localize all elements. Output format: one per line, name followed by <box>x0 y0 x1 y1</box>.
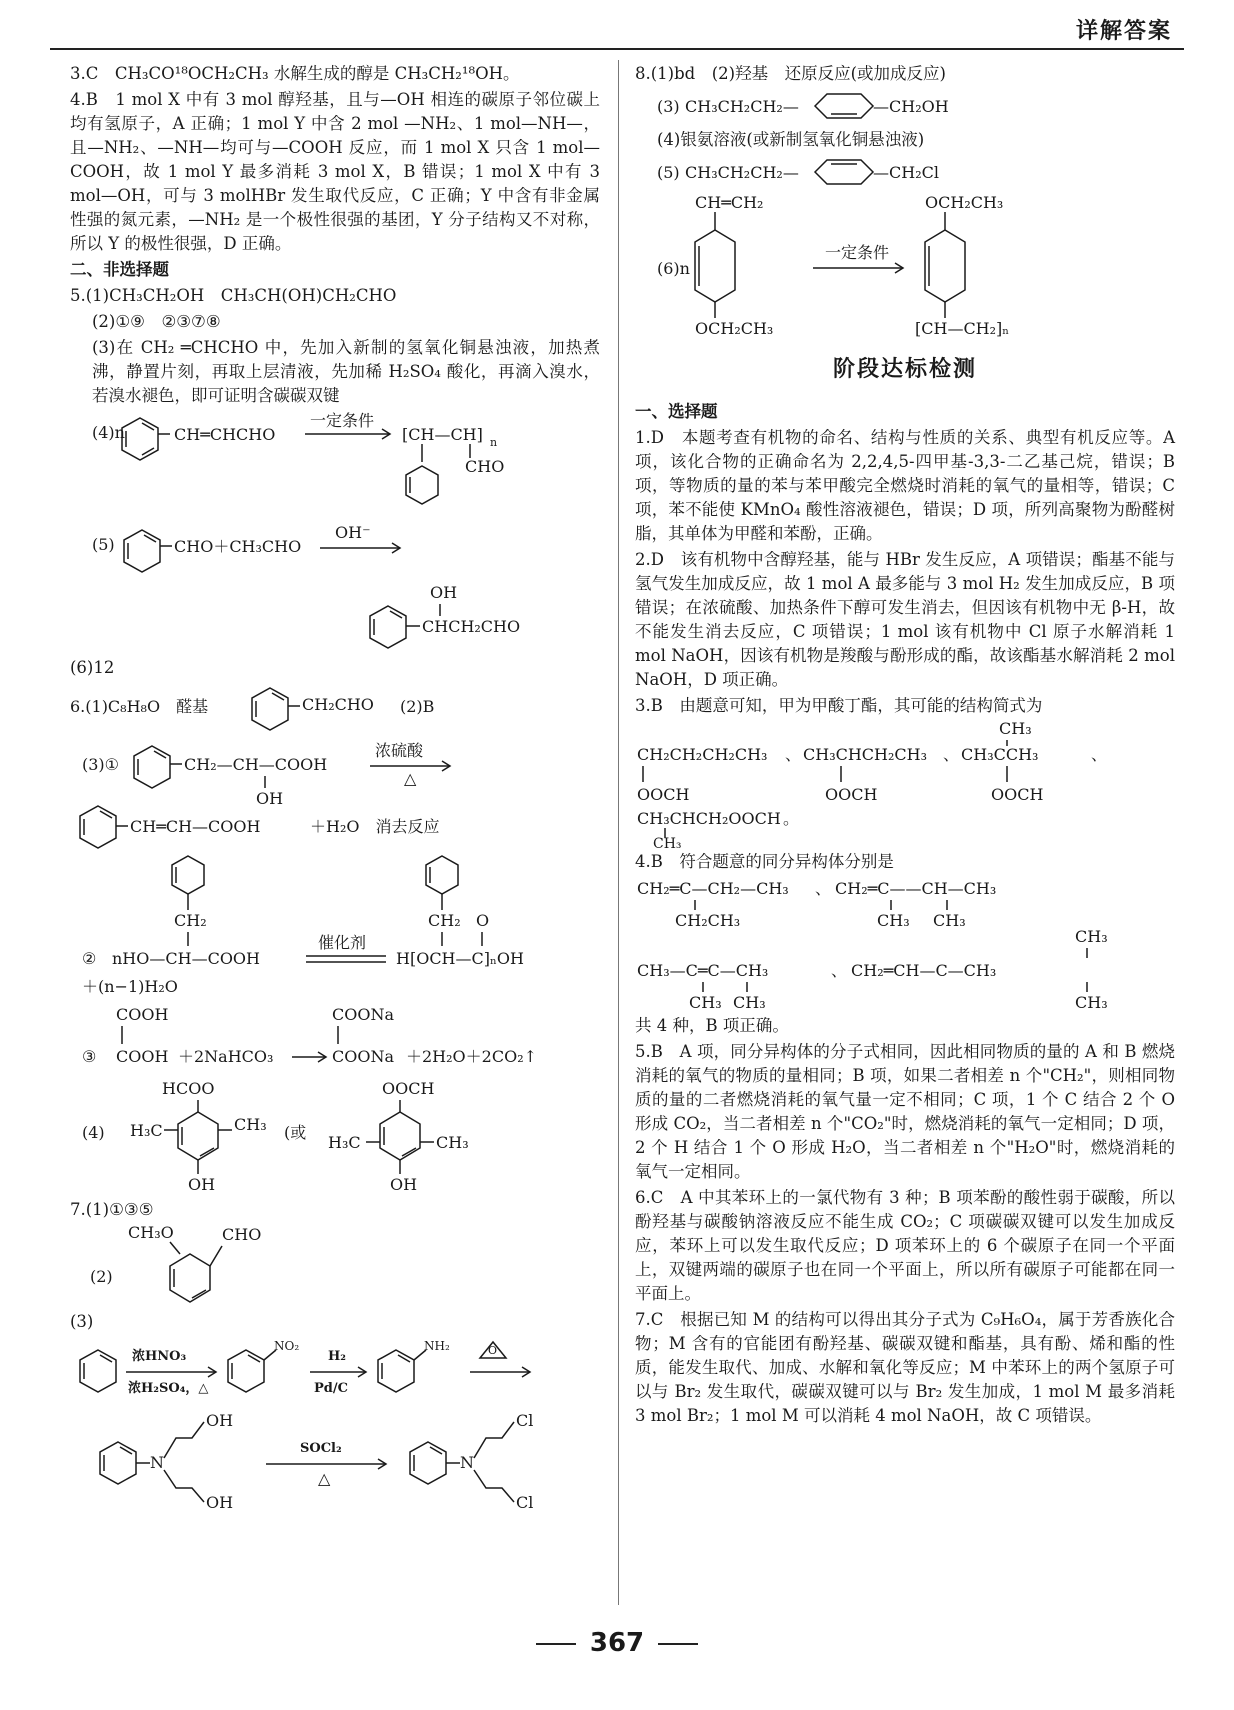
reaction-5-4 <box>70 410 600 518</box>
nitrogen: N <box>150 1453 164 1472</box>
isomer-3-methyl: CH₃ <box>999 720 1032 738</box>
benzene-ring-icon <box>370 606 406 648</box>
stage-test-title: 阶段达标检测 <box>832 357 977 382</box>
answer-7-1: 7.(1)①③⑤ <box>70 1200 154 1219</box>
hydroxyl-bottom: OH <box>206 1493 234 1512</box>
carbonyl-o: O <box>476 911 490 930</box>
section-heading-choice: 一、选择题 <box>635 402 718 421</box>
synthesis-7-3-step1 <box>70 1336 600 1406</box>
test-answer-3: 3.B 由题意可知，甲为甲酸丁酯，其可能的结构简式为 <box>635 696 1043 715</box>
product-chain: CHCH₂CHO <box>422 617 521 636</box>
product: CH═CH—COOH <box>130 817 261 836</box>
propyl: CH₃CH₂CH₂— <box>685 163 799 182</box>
alkene-4-methyl-bottom: CH₃ <box>1075 993 1108 1012</box>
vinyl: CH═CH₂ <box>695 194 764 212</box>
ethoxy-top: OCH₂CH₃ <box>925 194 1004 212</box>
reaction-6-3-1 <box>70 734 600 850</box>
benzene-ring-icon <box>252 688 288 730</box>
alkene-3-branch-1: CH₃ <box>689 993 722 1012</box>
answer-7-2 <box>70 1224 600 1308</box>
condition-3-top: SOCl₂ <box>300 1441 342 1456</box>
answer-8-5 <box>635 154 1175 192</box>
test-answer-7: 7.C 根据已知 M 的结构可以得出其分子式为 C₉H₆O₄，属于芳香族化合物；M 含有的官能团有酚羟基、碳碳双键和酯基，具有酚、烯和酯的性质，能发生取代、加成、水解和氧化等反应；M 中苯环上的两个氢原子可以与 Br₂ 发生取代，碳碳双键可以与 Br₂ 发生加成，1 mol M 最多消耗 3 mol Br₂；1 mol M 可以消耗 4 mol NaOH，故 C 项错误。 <box>635 1310 1175 1425</box>
benzene-ring-icon <box>426 856 458 894</box>
page-number-value: 367 <box>589 1628 645 1658</box>
condition: 一定条件 <box>310 411 375 430</box>
benzene-ring-icon <box>378 1350 414 1392</box>
reaction-6-3-3 <box>70 1002 600 1076</box>
test-answer-1: 1.D 本题考查有机物的命名、结构与性质的关系、典型有机反应等。A 项，该化合物的正确命名为 2,2,4,5-四甲基-3,3-二乙基己烷，错误；B 项，等物质的量的苯与苯甲酸完全燃烧时消耗的氧气的量相等，错误；C 项，苯不能使 KMnO₄ 酸性溶液褪色，错误；D 项，所列高聚物为酚醛树脂，其单体为甲醛和苯酚，正确。 <box>635 428 1175 543</box>
methyl-left: H₃C <box>130 1121 163 1140</box>
condition-3-bottom: △ <box>318 1469 331 1488</box>
answer-label: (2) <box>90 1267 113 1286</box>
test-answer-6: 6.C A 中其苯环上的一氯代物有 3 种；B 项苯酚的酸性弱于碳酸，所以酚羟基与碳酸钠溶液反应不能生成 CO₂；C 项碳碳双键可以发生加成反应，苯环上可以发生取代反应；D 项苯环上的 6 个碳原子在同一个平面上，双键两端的碳原子也在同一个平面上，所以所有碳原子可能都在同一平面上。 <box>635 1188 1175 1303</box>
benzene-ring-icon <box>410 1442 446 1484</box>
group: CH₂CHO <box>302 695 374 714</box>
methyl-left-alt: H₃C <box>328 1133 361 1152</box>
isomer-2-ester: OOCH <box>825 785 878 804</box>
condition-bottom: △ <box>404 769 417 788</box>
reaction-label: (4)n <box>92 423 125 442</box>
amino-group: NH₂ <box>424 1339 450 1353</box>
acid-bottom: COOH <box>116 1047 169 1066</box>
condition: OH⁻ <box>335 523 371 542</box>
answer-8-1: 8.(1)bd (2)羟基 还原反应(或加成反应) <box>635 64 946 83</box>
hydroxyl: OH <box>256 789 284 808</box>
test-4-structures <box>635 876 1175 1012</box>
methyl-right-alt: CH₃ <box>436 1133 469 1152</box>
salt-bottom: COONa <box>332 1047 395 1066</box>
alkene-1-branch: CH₂CH₃ <box>675 911 741 930</box>
answer-label: (6)n <box>657 259 690 278</box>
test-answer-5: 5.B A 项，同分异构体的分子式相同，因此相同物质的量的 A 和 B 燃烧消耗的氧气的物质的量相同；B 项，如果二者相差 n 个"CH₂"，则相同物质的量的二者燃烧消耗的氧气量一定不相同；C 项，1 个 C 结合 2 个 O 形成 CO₂，当二者相差 n 个"CO₂"时，燃烧消耗的氧气一定相同；D 项，2 个 H 结合 1 个 O 形成 H₂O，当二者相差 n 个"H₂O"时，燃烧消耗的氧气一定相同。 <box>635 1042 1175 1181</box>
propyl: CH₃CH₂CH₂— <box>685 97 799 116</box>
benzene-ring-icon <box>170 1254 210 1302</box>
chloromethyl: —CH₂Cl <box>873 163 939 182</box>
answer-6-4 <box>70 1078 600 1196</box>
column-divider <box>618 60 619 1605</box>
or-label: (或 <box>284 1123 307 1142</box>
alkene-4-methyl-top: CH₃ <box>1075 927 1108 946</box>
answer-5-1: 5.(1)CH₃CH₂OH CH₃CH(OH)CH₂CHO <box>70 286 397 305</box>
separator: 、 <box>943 745 960 764</box>
isomer-4: CH₃CHCH₂OOCH <box>637 809 781 828</box>
alkene-3: CH₃—C═C—CH₃ <box>637 961 769 980</box>
isomer-2: CH₃CHCH₂CH₃ <box>803 745 928 764</box>
condition-top: 浓硫酸 <box>375 741 424 760</box>
reactant: CH₂—CH—COOH <box>184 755 328 774</box>
chloro-top: Cl <box>516 1411 534 1430</box>
reaction-5-5 <box>70 520 600 652</box>
reactant: nHO—CH—COOH <box>112 949 260 968</box>
page-number-dash-left <box>536 1643 576 1645</box>
hydroxymethyl: —CH₂OH <box>873 97 949 116</box>
header-label: 详解答案 <box>1075 19 1172 44</box>
condition: 一定条件 <box>825 243 890 262</box>
section-heading-nonchoice: 二、非选择题 <box>70 260 169 279</box>
alkene-4: CH₂═CH—C—CH₃ <box>851 961 997 980</box>
formate-group-alt: OOCH <box>382 1079 435 1098</box>
right-column <box>635 62 1175 1430</box>
condition-1-top: 浓HNO₃ <box>132 1349 187 1364</box>
page-number-dash-right <box>658 1643 698 1645</box>
methyl-right: CH₃ <box>234 1115 267 1134</box>
benzene-ring-icon <box>172 856 204 894</box>
alkene-2-branch-2: CH₃ <box>933 911 966 930</box>
page-number <box>0 1628 1234 1658</box>
hydroxyl-top: OH <box>206 1411 234 1430</box>
hydroxyl-alt: OH <box>390 1175 418 1194</box>
header-rule <box>50 48 1184 50</box>
water-term: ＋(n−1)H₂O <box>82 977 178 996</box>
answer-6-1 <box>70 682 600 732</box>
product-subscript: n <box>490 436 498 449</box>
polymer-backbone: [CH—CH₂]ₙ <box>915 319 1010 338</box>
ch2-label: CH₂ <box>174 911 207 930</box>
test-3-structures <box>635 720 1175 848</box>
condition-1-bottom: 浓H₂SO₄，△ <box>128 1381 209 1396</box>
epoxide-oxygen: O <box>488 1344 498 1357</box>
reaction-6-3-2 <box>70 852 600 1000</box>
condition-2-bottom: Pd/C <box>314 1381 348 1396</box>
benzene-ring-icon <box>695 230 735 302</box>
benzene-ring-icon <box>406 466 438 504</box>
answer-3: 3.C CH₃CO¹⁸OCH₂CH₃ 水解生成的醇是 CH₃CH₂¹⁸OH。 <box>70 64 520 83</box>
answer-label: (4) <box>82 1123 105 1142</box>
product-chain: [CH—CH] <box>402 425 483 444</box>
condition-2-top: H₂ <box>328 1349 346 1364</box>
answer-8-3 <box>635 88 1175 126</box>
separator: 、 <box>785 745 802 764</box>
reaction-label: (3)① <box>82 755 120 774</box>
isomer-3-ester: OOCH <box>991 785 1044 804</box>
acid-top: COOH <box>116 1005 169 1024</box>
synthesis-7-3-step2 <box>70 1408 600 1512</box>
product: H[OCH—C]ₙOH <box>396 949 524 968</box>
alkene-2-branch-1: CH₃ <box>877 911 910 930</box>
salt-top: COONa <box>332 1005 395 1024</box>
condition: 催化剂 <box>318 933 367 952</box>
ethoxy-bottom: OCH₂CH₃ <box>695 319 774 338</box>
end-mark: 。 <box>783 809 800 828</box>
benzene-ring-icon <box>178 1112 218 1160</box>
isomer-1-ester: OOCH <box>637 785 690 804</box>
benzene-ring-icon <box>80 806 116 848</box>
answer-7-3-label: (3) <box>70 1312 94 1331</box>
hydroxyl: OH <box>188 1175 216 1194</box>
alkene-3-branch-2: CH₃ <box>733 993 766 1012</box>
tail: ＋2H₂O＋2CO₂↑ <box>406 1047 538 1066</box>
reaction-label: ② <box>82 949 97 968</box>
answer-label: (5) <box>657 163 680 182</box>
left-column <box>70 62 600 1514</box>
benzene-ring-icon <box>925 230 965 302</box>
reactants: CHO＋CH₃CHO <box>174 537 302 556</box>
answer-6-2: (2)B <box>400 697 435 716</box>
benzene-ring-icon <box>228 1350 264 1392</box>
answer-4: 4.B 1 mol X 中有 3 mol 醇羟基，且与—OH 相连的碳原子邻位碳上均有氢原子，A 正确；1 mol Y 中含 2 mol —NH₂、1 mol—NH—，且—NH₂、—NH—均可与—COOH 反应，而 1 mol X 只含 1 mol—COOH，故 1 mol Y 最多消耗 3 mol X，B 错误；1 mol X 中有 3 mol—OH，可与 3 molHBr 发生取代反应，C 正确；Y 中含有非金属性强的氮元素，—NH₂ 是一个极性很强的基团，Y 分子结构又不对称，所以 Y 的极性很强，D 正确。 <box>70 90 600 253</box>
answer-5-6: (6)12 <box>70 658 115 677</box>
separator: 、 <box>815 879 832 898</box>
benzene-ring-icon <box>100 1442 136 1484</box>
isomer-1: CH₂CH₂CH₂CH₃ <box>637 745 768 764</box>
nitro-group: NO₂ <box>274 1339 300 1353</box>
methoxy: CH₃O <box>128 1224 174 1242</box>
benzene-ring-icon <box>134 746 170 788</box>
answer-5-3: (3)在 CH₂ ═CHCHO 中，先加入新制的氢氧化铜悬浊液，加热煮沸，静置片刻，再取上层清液，先加稀 H₂SO₄ 酸化，再滴入溴水，若溴水褪色，即可证明含碳碳双键 <box>92 338 600 405</box>
benzene-ring-icon <box>380 1112 420 1160</box>
chloro-bottom: Cl <box>516 1493 534 1512</box>
isomer-4-methyl: CH₃ <box>653 836 682 848</box>
alkene-2: CH₂═C——CH—CH₃ <box>835 879 997 898</box>
answer-8-4: (4)银氨溶液(或新制氢氧化铜悬浊液) <box>657 130 925 149</box>
nitrogen: N <box>460 1453 474 1472</box>
test-answer-2: 2.D 该有机物中含醇羟基，能与 HBr 发生反应，A 项错误；酯基不能与氢气发生加成反应，故 1 mol A 最多能与 3 mol H₂ 发生加成反应，B 项错误；在浓硫酸、加热条件下醇可发生消去，但因该有机物中无 β-H，故不能发生消去反应，C 项错误；1 mol 该有机物中 Cl 原子水解消耗 1 mol NaOH，因该有机物是羧酸与酚形成的酯，故该酯基水解消耗 2 mol NaOH，D 项正确。 <box>635 550 1175 689</box>
benzene-ring-icon <box>80 1350 116 1392</box>
separator: 、 <box>1091 745 1108 764</box>
test-answer-4: 4.B 符合题意的同分异构体分别是 <box>635 852 894 871</box>
reagent: ＋2NaHCO₃ <box>178 1047 274 1066</box>
ch2-label: CH₂ <box>428 911 461 930</box>
reactant: CH═CHCHO <box>174 425 276 444</box>
formate-group: HCOO <box>162 1079 215 1098</box>
separator: 、 <box>831 961 848 980</box>
alkene-1: CH₂═C—CH₂—CH₃ <box>637 879 789 898</box>
answer-5-2: (2)①⑨ ②③⑦⑧ <box>92 312 221 331</box>
formula-label: 6.(1)C₈H₈O 醛基 <box>70 697 209 716</box>
product-oh: OH <box>430 583 458 602</box>
benzene-ring-icon <box>124 530 160 572</box>
product-cho: CHO <box>465 457 505 476</box>
reaction-8-6 <box>635 194 1175 344</box>
tail: ＋H₂O 消去反应 <box>310 817 440 836</box>
reaction-label: ③ <box>82 1047 97 1066</box>
reaction-label: (5) <box>92 535 115 554</box>
isomer-3: CH₃CCH₃ <box>961 745 1039 764</box>
answer-label: (3) <box>657 97 680 116</box>
test-answer-4-end: 共 4 种，B 项正确。 <box>635 1016 789 1035</box>
aldehyde: CHO <box>222 1225 262 1244</box>
benzene-ring-icon <box>122 418 158 460</box>
